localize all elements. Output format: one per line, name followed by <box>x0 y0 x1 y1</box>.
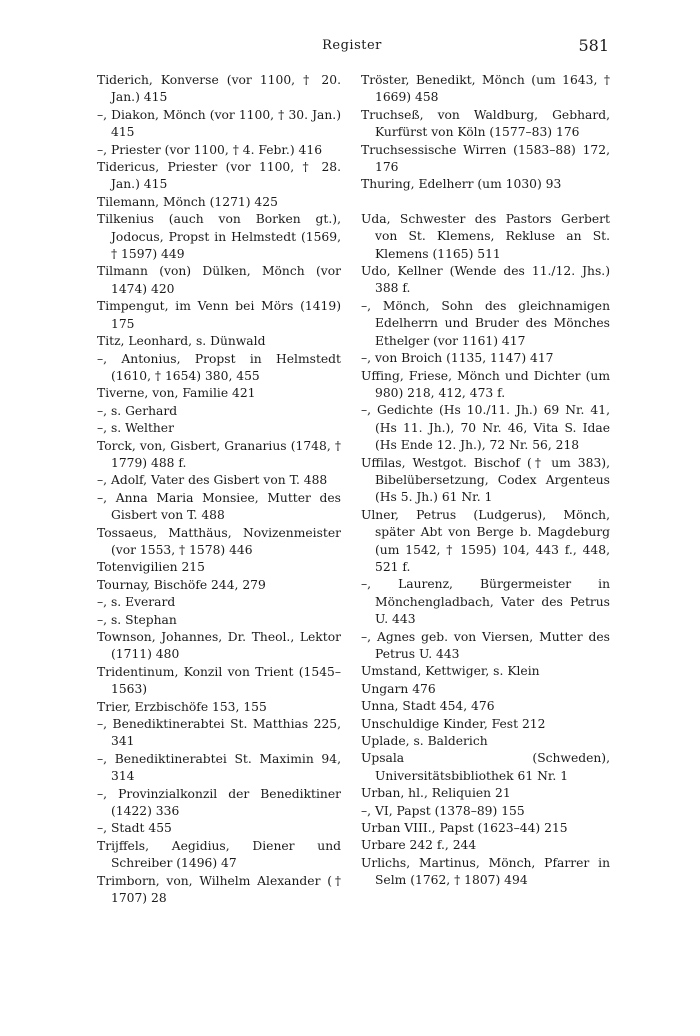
index-entry: Torck, von, Gisbert, Granarius (1748, † 1779) 488 f. <box>97 438 341 470</box>
index-entry: Truchseß, von Waldburg, Gebhard, Kurfürst von Köln (1577–83) 176 <box>361 107 610 140</box>
index-entry: –, VI, Papst (1378–89) 155 <box>361 803 525 818</box>
index-entry: Trijffels, Aegidius, Diener und Schreiber (1496) 47 <box>97 838 341 871</box>
index-entry: –, Adolf, Vater des Gisbert von T. 488 <box>97 473 328 488</box>
index-entry: Uffing, Friese, Mönch und Dichter (um 980) 218, 412, 473 f. <box>361 368 610 400</box>
index-entry: Ungarn 476 <box>361 681 436 696</box>
index-entry: Tiderich, Konverse (vor 1100, † 20. Jan.) 415 <box>97 73 341 105</box>
index-entry: Ulner, Petrus (Ludgerus), Mönch, später Abt von Berge b. Magdeburg (um 1542, † 1595) 104, 443 f., 448, 521 f. <box>361 507 610 574</box>
index-entry: Totenvigilien 215 <box>97 560 205 575</box>
index-entry: Uffilas, Westgot. Bischof († um 383), Bibelübersetzung, Codex Argenteus (Hs 5. Jh.) 61 Nr. 1 <box>361 455 610 505</box>
index-entry: –, Benediktinerabtei St. Matthias 225, 341 <box>97 717 341 749</box>
index-entry: Tilemann, Mönch (1271) 425 <box>97 194 278 209</box>
index-entry: –, von Broich (1135, 1147) 417 <box>361 351 554 366</box>
index-entry: –, Agnes geb. von Viersen, Mutter des Petrus U. 443 <box>361 629 610 661</box>
index-entry: Trier, Erzbischöfe 153, 155 <box>97 699 267 714</box>
index-entry: Townson, Johannes, Dr. Theol., Lektor (1711) 480 <box>97 630 341 662</box>
index-entry: Udo, Kellner (Wende des 11./12. Jhs.) 388 f. <box>361 264 610 296</box>
index-entry: Urban VIII., Papst (1623–44) 215 <box>361 821 568 836</box>
index-entry: –, Provinzialkonzil der Benediktiner (1422) 336 <box>97 786 341 819</box>
index-entry: –, Gedichte (Hs 10./11. Jh.) 69 Nr. 41, (Hs 11. Jh.), 70 Nr. 46, Vita S. Idae (Hs Ende 12. Jh.), 72 Nr. 56, 218 <box>361 403 610 453</box>
index-entry: –, Stadt 455 <box>97 821 172 836</box>
index-entry: Titz, Leonhard, s. Dünwald <box>97 334 266 349</box>
page-header <box>95 38 609 58</box>
index-entry: –, s. Everard <box>97 595 176 610</box>
index-entry: –, s. Welther <box>97 421 174 436</box>
running-title: Register <box>322 38 382 53</box>
index-entry: Tidericus, Priester (vor 1100, † 28. Jan.) 415 <box>97 160 341 192</box>
index-entry: –, Antonius, Propst in Helmstedt (1610, † 1654) 380, 455 <box>97 351 341 383</box>
index-entry: Tridentinum, Konzil von Trient (1545–1563) <box>97 664 341 697</box>
index-entry: Thuring, Edelherr (um 1030) 93 <box>361 177 562 192</box>
index-column-left <box>97 72 341 908</box>
index-entry: Umstand, Kettwiger, s. Klein <box>361 664 540 679</box>
index-entry: Trimborn, von, Wilhelm Alexander († 1707) 28 <box>97 873 341 906</box>
index-entry: Tossaeus, Matthäus, Novizenmeister (vor 1553, † 1578) 446 <box>97 525 341 557</box>
index-entry: Tournay, Bischöfe 244, 279 <box>97 577 266 592</box>
index-entry: –, Diakon, Mönch (vor 1100, † 30. Jan.) 415 <box>97 107 341 140</box>
index-entry: Urban, hl., Reliquien 21 <box>361 786 511 801</box>
index-entry: Tiverne, von, Familie 421 <box>97 386 256 401</box>
index-entry: Uda, Schwester des Pastors Gerbert von St. Klemens, Rekluse an St. Klemens (1165) 511 <box>361 211 610 261</box>
index-entry: Unschuldige Kinder, Fest 212 <box>361 716 546 731</box>
index-entry: –, Priester (vor 1100, † 4. Febr.) 416 <box>97 142 323 157</box>
index-entry: Urlichs, Martinus, Mönch, Pfarrer in Selm (1762, † 1807) 494 <box>361 855 610 888</box>
index-entry: –, Benediktinerabtei St. Maximin 94, 314 <box>97 751 341 784</box>
index-entry: Truchsessische Wirren (1583–88) 172, 176 <box>361 142 610 175</box>
page-number: 581 <box>578 36 609 55</box>
index-entry: –, Anna Maria Monsiee, Mutter des Gisbert von T. 488 <box>97 490 341 523</box>
index-entry: Unna, Stadt 454, 476 <box>361 699 495 714</box>
index-entry: –, Laurenz, Bürgermeister in Mönchengladbach, Vater des Petrus U. 443 <box>361 577 610 627</box>
index-entry: Uplade, s. Balderich <box>361 734 488 749</box>
index-entry: Tilkenius (auch von Borken gt.), Jodocus, Propst in Helmstedt (1569, † 1597) 449 <box>97 212 341 262</box>
index-entry: Urbare 242 f., 244 <box>361 838 477 853</box>
index-entry: –, s. Stephan <box>97 612 177 627</box>
index-entry: Tilmann (von) Dülken, Mönch (vor 1474) 420 <box>97 264 341 296</box>
index-entry: –, Mönch, Sohn des gleichnamigen Edelherrn und Bruder des Mönches Ethelger (vor 1161) 417 <box>361 298 610 348</box>
index-column-right <box>361 72 610 890</box>
index-entry: –, s. Gerhard <box>97 403 178 418</box>
index-entry: Timpengut, im Venn bei Mörs (1419) 175 <box>97 299 341 331</box>
index-entry: Tröster, Benedikt, Mönch (um 1643, † 1669) 458 <box>361 73 610 105</box>
index-entry: Upsala (Schweden), Universitätsbibliothek 61 Nr. 1 <box>361 751 610 783</box>
